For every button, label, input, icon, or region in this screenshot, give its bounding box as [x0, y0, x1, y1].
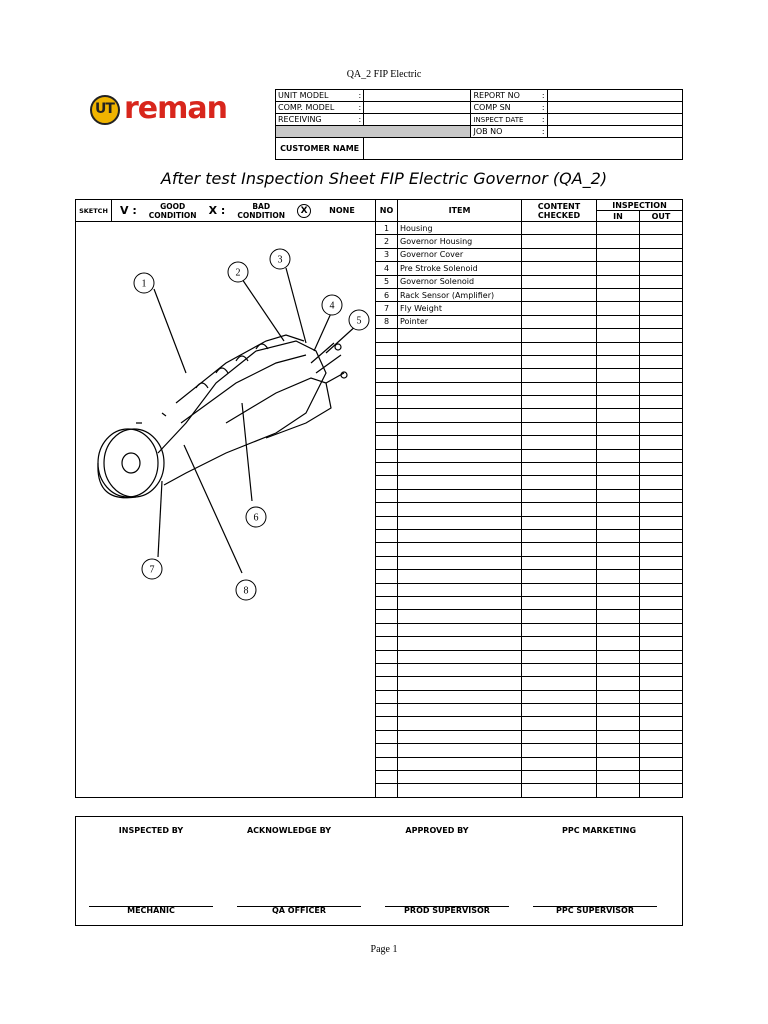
inspection-out-cell[interactable]	[640, 489, 683, 502]
item-name	[398, 637, 522, 650]
no-header: NO	[376, 200, 398, 222]
content-checked-cell[interactable]	[522, 396, 597, 409]
legend-cell	[112, 200, 376, 222]
item-no: 7	[376, 302, 398, 315]
item-name	[398, 355, 522, 368]
content-checked-cell[interactable]	[522, 717, 597, 730]
inspection-out-cell[interactable]	[640, 315, 683, 328]
inspection-in-cell[interactable]	[597, 650, 640, 663]
item-no	[376, 596, 398, 609]
item-name	[398, 717, 522, 730]
content-checked-cell[interactable]	[522, 596, 597, 609]
item-name	[398, 610, 522, 623]
ut-logo-icon	[90, 95, 120, 125]
colon: :	[539, 114, 547, 126]
inspection-out-cell[interactable]	[640, 650, 683, 663]
content-checked-cell[interactable]	[522, 610, 597, 623]
inspection-out-cell[interactable]	[640, 436, 683, 449]
inspection-in-cell[interactable]	[597, 476, 640, 489]
item-no	[376, 717, 398, 730]
content-checked-cell[interactable]	[522, 784, 597, 797]
reman-logo	[90, 93, 250, 129]
content-checked-cell[interactable]	[522, 476, 597, 489]
callout-number: 1	[141, 278, 147, 290]
unit-model-label: UNIT MODEL	[276, 90, 356, 102]
inspection-out-cell[interactable]	[640, 757, 683, 770]
item-name	[398, 463, 522, 476]
inspection-in-cell[interactable]	[597, 570, 640, 583]
inspection-in-cell[interactable]	[597, 637, 640, 650]
item-name	[398, 422, 522, 435]
content-checked-header: CONTENT CHECKED	[522, 200, 597, 222]
item-no	[376, 637, 398, 650]
report-no-label: REPORT NO	[471, 90, 539, 102]
item-name: Fly Weight	[398, 302, 522, 315]
content-checked-cell[interactable]	[522, 262, 597, 275]
inspection-out-cell[interactable]	[640, 302, 683, 315]
item-name	[398, 529, 522, 542]
content-checked-cell[interactable]	[522, 436, 597, 449]
approved-by-label: APPROVED BY	[405, 826, 469, 835]
inspection-out-cell[interactable]	[640, 409, 683, 422]
item-name	[398, 771, 522, 784]
inspection-in-cell[interactable]	[597, 248, 640, 261]
inspection-out-cell[interactable]	[640, 677, 683, 690]
content-checked-cell[interactable]	[522, 342, 597, 355]
content-checked-cell[interactable]	[522, 730, 597, 743]
content-checked-cell[interactable]	[522, 288, 597, 301]
inspection-out-cell[interactable]	[640, 583, 683, 596]
inspection-out-cell[interactable]	[640, 637, 683, 650]
item-no	[376, 771, 398, 784]
item-name: Rack Sensor (Amplifier)	[398, 288, 522, 301]
content-checked-cell[interactable]	[522, 382, 597, 395]
item-no	[376, 677, 398, 690]
item-name	[398, 489, 522, 502]
ppc-marketing-label: PPC MARKETING	[561, 826, 637, 835]
callout-number: 7	[149, 564, 155, 576]
item-name: Governor Solenoid	[398, 275, 522, 288]
content-checked-cell[interactable]	[522, 449, 597, 462]
inspection-out-cell[interactable]	[640, 717, 683, 730]
item-no	[376, 463, 398, 476]
inspection-out-cell[interactable]	[640, 355, 683, 368]
info-table	[275, 89, 683, 160]
item-name	[398, 663, 522, 676]
inspection-out-cell[interactable]	[640, 396, 683, 409]
item-no	[376, 663, 398, 676]
inspection-out-cell[interactable]	[640, 369, 683, 382]
inspection-in-cell[interactable]	[597, 784, 640, 797]
content-checked-cell[interactable]	[522, 503, 597, 516]
page-number: Page 1	[370, 944, 398, 955]
inspection-in-cell[interactable]	[597, 315, 640, 328]
inspection-in-cell[interactable]	[597, 449, 640, 462]
pump-drawing	[98, 335, 347, 498]
colon: :	[356, 90, 364, 102]
content-checked-cell[interactable]	[522, 529, 597, 542]
inspection-in-cell[interactable]	[597, 556, 640, 569]
item-name	[398, 784, 522, 797]
inspection-in-cell[interactable]	[597, 583, 640, 596]
callout-number: 6	[253, 512, 259, 524]
inspection-out-cell[interactable]	[640, 784, 683, 797]
inspection-in-cell[interactable]	[597, 596, 640, 609]
inspection-in-cell[interactable]	[597, 704, 640, 717]
content-checked-cell[interactable]	[522, 704, 597, 717]
receiving-label: RECEIVING	[276, 114, 356, 126]
item-no: 2	[376, 235, 398, 248]
item-name	[398, 650, 522, 663]
item-name	[398, 757, 522, 770]
content-checked-cell[interactable]	[522, 583, 597, 596]
inspection-in-cell[interactable]	[597, 623, 640, 636]
content-checked-cell[interactable]	[522, 556, 597, 569]
item-name	[398, 730, 522, 743]
content-checked-cell[interactable]	[522, 489, 597, 502]
inspection-in-cell[interactable]	[597, 489, 640, 502]
item-header: ITEM	[398, 200, 522, 222]
inspection-in-cell[interactable]	[597, 730, 640, 743]
inspection-out-cell[interactable]	[640, 248, 683, 261]
inspection-in-cell[interactable]	[597, 717, 640, 730]
inspection-out-cell[interactable]	[640, 262, 683, 275]
inspection-out-cell[interactable]	[640, 275, 683, 288]
receiving-field[interactable]	[364, 114, 471, 126]
inspection-in-cell[interactable]	[597, 529, 640, 542]
item-name	[398, 596, 522, 609]
item-name	[398, 623, 522, 636]
inspection-in-cell[interactable]	[597, 369, 640, 382]
in-header: IN	[597, 211, 640, 222]
inspection-out-cell[interactable]	[640, 382, 683, 395]
content-checked-cell[interactable]	[522, 409, 597, 422]
content-checked-cell[interactable]	[522, 543, 597, 556]
inspection-out-cell[interactable]	[640, 771, 683, 784]
inspection-out-cell[interactable]	[640, 704, 683, 717]
item-no: 4	[376, 262, 398, 275]
colon: :	[356, 114, 364, 126]
inspection-in-cell[interactable]	[597, 503, 640, 516]
item-no: 6	[376, 288, 398, 301]
none-circle-icon: X	[297, 204, 311, 218]
page-title: After test Inspection Sheet FIP Electric Governor (QA_2)	[160, 169, 608, 188]
inspection-out-cell[interactable]	[640, 556, 683, 569]
prod-supervisor-label: PROD SUPERVISOR	[404, 906, 490, 915]
report-no-field[interactable]	[547, 90, 682, 102]
item-name: Housing	[398, 222, 522, 235]
inspection-in-cell[interactable]	[597, 690, 640, 703]
item-no	[376, 396, 398, 409]
inspection-in-cell[interactable]	[597, 463, 640, 476]
item-no	[376, 570, 398, 583]
content-checked-cell[interactable]	[522, 677, 597, 690]
content-checked-cell[interactable]	[522, 650, 597, 663]
item-name	[398, 369, 522, 382]
inspection-in-cell[interactable]	[597, 396, 640, 409]
item-name	[398, 704, 522, 717]
colon: :	[539, 126, 547, 138]
callout-group	[134, 249, 369, 600]
comp-model-field[interactable]	[364, 102, 471, 114]
mechanic-label: MECHANIC	[127, 906, 175, 915]
inspection-out-cell[interactable]	[640, 730, 683, 743]
colon: :	[539, 102, 547, 114]
content-checked-cell[interactable]	[522, 275, 597, 288]
comp-model-label: COMP. MODEL	[276, 102, 356, 114]
content-checked-cell[interactable]	[522, 463, 597, 476]
item-no	[376, 650, 398, 663]
inspection-out-cell[interactable]	[640, 329, 683, 342]
inspection-out-cell[interactable]	[640, 463, 683, 476]
shaded-cell	[276, 126, 471, 138]
inspection-out-cell[interactable]	[640, 744, 683, 757]
item-name: Pre Stroke Solenoid	[398, 262, 522, 275]
item-name	[398, 556, 522, 569]
item-no	[376, 409, 398, 422]
item-name: Governor Cover	[398, 248, 522, 261]
item-name	[398, 543, 522, 556]
ppc-supervisor-label: PPC SUPERVISOR	[555, 906, 635, 915]
inspection-out-cell[interactable]	[640, 288, 683, 301]
item-no	[376, 382, 398, 395]
item-no	[376, 516, 398, 529]
inspection-in-cell[interactable]	[597, 610, 640, 623]
item-no: 5	[376, 275, 398, 288]
item-no: 8	[376, 315, 398, 328]
inspection-in-cell[interactable]	[597, 355, 640, 368]
item-name	[398, 583, 522, 596]
inspection-out-cell[interactable]	[640, 690, 683, 703]
content-checked-cell[interactable]	[522, 315, 597, 328]
colon: :	[539, 90, 547, 102]
inspection-in-cell[interactable]	[597, 222, 640, 235]
inspection-out-cell[interactable]	[640, 422, 683, 435]
item-no	[376, 704, 398, 717]
item-no	[376, 355, 398, 368]
inspection-out-cell[interactable]	[640, 610, 683, 623]
content-checked-cell[interactable]	[522, 757, 597, 770]
item-name	[398, 396, 522, 409]
item-no	[376, 730, 398, 743]
item-name	[398, 516, 522, 529]
governor-sketch	[76, 223, 374, 803]
item-no	[376, 623, 398, 636]
item-name	[398, 329, 522, 342]
item-no	[376, 489, 398, 502]
inspection-in-cell[interactable]	[597, 409, 640, 422]
item-no: 1	[376, 222, 398, 235]
inspection-in-cell[interactable]	[597, 235, 640, 248]
content-checked-cell[interactable]	[522, 637, 597, 650]
inspection-in-cell[interactable]	[597, 382, 640, 395]
inspection-out-cell[interactable]	[640, 476, 683, 489]
inspection-out-cell[interactable]	[640, 663, 683, 676]
item-name	[398, 342, 522, 355]
callout-number: 4	[329, 300, 335, 312]
content-checked-cell[interactable]	[522, 570, 597, 583]
inspection-out-cell[interactable]	[640, 222, 683, 235]
content-checked-cell[interactable]	[522, 623, 597, 636]
inspection-out-cell[interactable]	[640, 449, 683, 462]
item-no	[376, 422, 398, 435]
acknowledge-by-label: ACKNOWLEDGE BY	[246, 826, 332, 835]
content-checked-cell[interactable]	[522, 690, 597, 703]
callout-number: 3	[277, 254, 283, 266]
logo-mark-text: UT	[95, 101, 114, 117]
customer-name-label: CUSTOMER NAME	[276, 138, 364, 160]
inspection-in-cell[interactable]	[597, 422, 640, 435]
item-no	[376, 784, 398, 797]
inspection-in-cell[interactable]	[597, 288, 640, 301]
inspection-in-cell[interactable]	[597, 342, 640, 355]
unit-model-field[interactable]	[364, 90, 471, 102]
item-no	[376, 757, 398, 770]
callout-number: 8	[243, 585, 249, 597]
bad-mark: X :	[208, 204, 226, 217]
inspection-out-cell[interactable]	[640, 596, 683, 609]
inspection-in-cell[interactable]	[597, 302, 640, 315]
inspection-out-cell[interactable]	[640, 503, 683, 516]
item-name	[398, 690, 522, 703]
qa-officer-label: QA OFFICER	[272, 906, 326, 915]
content-checked-cell[interactable]	[522, 663, 597, 676]
inspection-in-cell[interactable]	[597, 744, 640, 757]
item-name: Governor Housing	[398, 235, 522, 248]
item-name	[398, 503, 522, 516]
inspection-out-cell[interactable]	[640, 235, 683, 248]
inspection-out-cell[interactable]	[640, 516, 683, 529]
item-no	[376, 610, 398, 623]
sketch-label: SKETCH	[79, 207, 108, 215]
bad-condition-label: BAD CONDITION	[237, 201, 286, 220]
inspection-out-cell[interactable]	[640, 543, 683, 556]
item-no	[376, 369, 398, 382]
comp-sn-field[interactable]	[547, 102, 682, 114]
inspection-in-cell[interactable]	[597, 677, 640, 690]
inspect-date-field[interactable]	[547, 114, 682, 126]
inspection-out-cell[interactable]	[640, 529, 683, 542]
item-name	[398, 677, 522, 690]
content-checked-cell[interactable]	[522, 222, 597, 235]
item-no	[376, 342, 398, 355]
content-checked-cell[interactable]	[522, 329, 597, 342]
item-name	[398, 744, 522, 757]
item-name	[398, 436, 522, 449]
good-mark: V :	[120, 204, 137, 217]
item-no	[376, 529, 398, 542]
logo-brand-text: reman	[124, 91, 228, 126]
item-name	[398, 409, 522, 422]
document-header: QA_2 FIP Electric	[346, 69, 422, 80]
job-no-label: JOB NO	[471, 126, 539, 138]
inspection-header: INSPECTION	[597, 200, 683, 211]
item-name: Pointer	[398, 315, 522, 328]
inspected-by-label: INSPECTED BY	[118, 826, 184, 835]
good-condition-label: GOOD CONDITION	[148, 201, 197, 220]
inspection-out-cell[interactable]	[640, 570, 683, 583]
item-no	[376, 503, 398, 516]
comp-sn-label: COMP SN	[471, 102, 539, 114]
inspection-in-cell[interactable]	[597, 516, 640, 529]
content-checked-cell[interactable]	[522, 771, 597, 784]
inspection-in-cell[interactable]	[597, 771, 640, 784]
item-no	[376, 329, 398, 342]
customer-name-field[interactable]	[364, 138, 683, 160]
none-label: NONE	[329, 206, 355, 215]
item-name	[398, 382, 522, 395]
colon: :	[356, 102, 364, 114]
inspection-in-cell[interactable]	[597, 757, 640, 770]
content-checked-cell[interactable]	[522, 516, 597, 529]
item-no	[376, 436, 398, 449]
item-no	[376, 690, 398, 703]
content-checked-cell[interactable]	[522, 248, 597, 261]
item-name	[398, 476, 522, 489]
item-name	[398, 449, 522, 462]
item-no	[376, 583, 398, 596]
inspection-in-cell[interactable]	[597, 329, 640, 342]
item-no	[376, 556, 398, 569]
content-checked-cell[interactable]	[522, 235, 597, 248]
inspection-in-cell[interactable]	[597, 663, 640, 676]
content-checked-cell[interactable]	[522, 422, 597, 435]
item-no	[376, 744, 398, 757]
inspection-out-cell[interactable]	[640, 342, 683, 355]
out-header: OUT	[640, 211, 683, 222]
item-no	[376, 543, 398, 556]
inspection-in-cell[interactable]	[597, 262, 640, 275]
callout-number: 5	[356, 315, 362, 327]
content-checked-cell[interactable]	[522, 744, 597, 757]
callout-number: 2	[235, 267, 241, 279]
item-no: 3	[376, 248, 398, 261]
inspection-in-cell[interactable]	[597, 436, 640, 449]
job-no-field[interactable]	[547, 126, 682, 138]
signature-block	[75, 816, 683, 926]
item-no	[376, 476, 398, 489]
content-checked-cell[interactable]	[522, 355, 597, 368]
inspection-out-cell[interactable]	[640, 623, 683, 636]
inspection-in-cell[interactable]	[597, 275, 640, 288]
item-name	[398, 570, 522, 583]
content-checked-cell[interactable]	[522, 302, 597, 315]
inspect-date-label: INSPECT DATE	[471, 114, 539, 126]
content-checked-cell[interactable]	[522, 369, 597, 382]
inspection-in-cell[interactable]	[597, 543, 640, 556]
item-no	[376, 449, 398, 462]
